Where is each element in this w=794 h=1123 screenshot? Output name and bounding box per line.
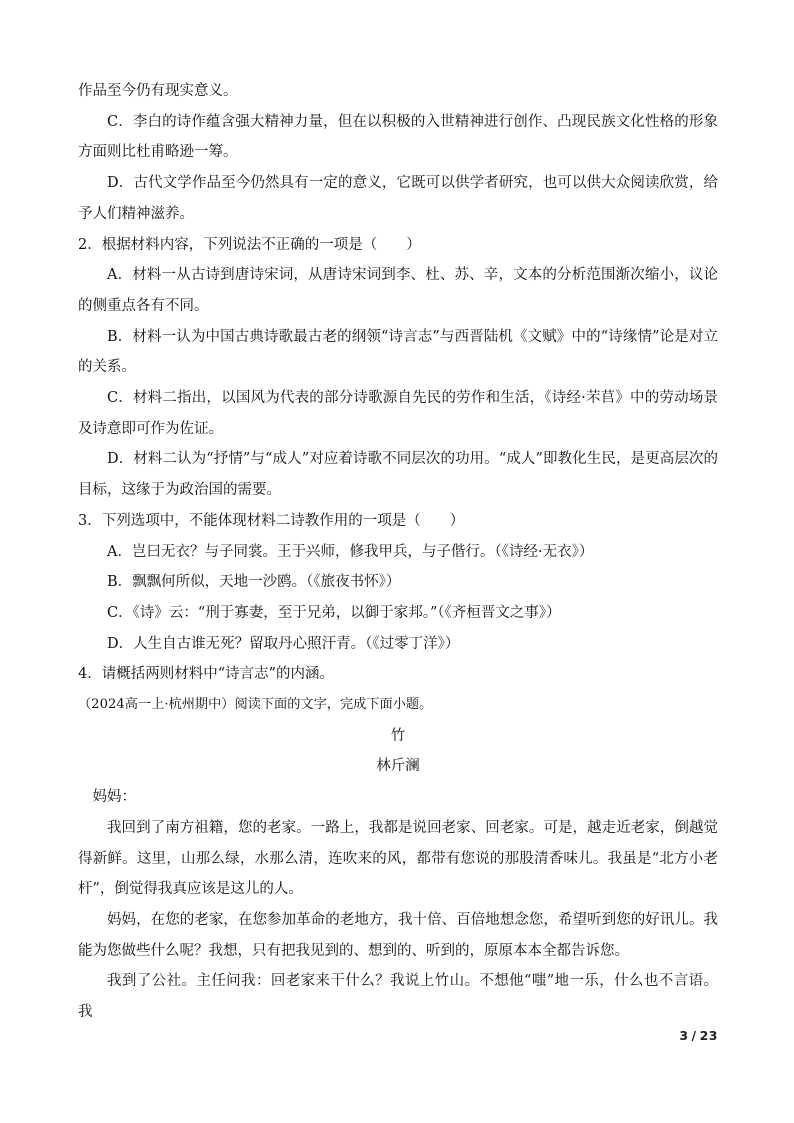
question-2: 2．根据材料内容，下列说法不正确的一项是（ ）	[78, 236, 421, 253]
option-3c: C．《诗》云：“刑于寡妻，至于兄弟，以御于家邦。”（《齐桓晋文之事》）	[107, 604, 561, 621]
option-3b: B．飘飘何所似，天地一沙鸥。（《旅夜书怀》）	[107, 574, 401, 591]
letter-salutation: 妈妈：	[92, 789, 136, 806]
page-number	[679, 1028, 718, 1043]
article-paragraph-1: 我回到了南方祖籍，您的老家。一路上，我都是说回老家、回老家。可是，越走近老家，倒越觉得新鲜。这里，山那么绿，水那么清，连吹来的风，都带有您说的那股清香味儿。我虽是“北方小老杆”，倒觉得我真应该是这儿的人。	[78, 819, 718, 898]
page-separator: /	[691, 1028, 697, 1043]
article-paragraph-3: 我到了公社。主任问我：回老家来干什么？我说上竹山。不想他“嗤”地一乐，什么也不言语。 我	[78, 973, 718, 1021]
total-pages-number: 23	[699, 1028, 718, 1043]
paragraph-continuation: 作品至今仍有现实意义。	[78, 83, 238, 99]
page-body	[78, 76, 718, 1028]
question-3: 3．下列选项中，不能体现材料二诗教作用的一项是（ ）	[78, 512, 465, 529]
question-4: 4．请概括两则材料中“诗言志”的内涵。	[78, 666, 335, 683]
article-paragraph-2: 妈妈，在您的老家，在您参加革命的老地方，我十倍、百倍地想念您，希望听到您的好讯儿。我能为您做些什么呢？我想，只有把我见到的、想到的、听到的，原原本本全都告诉您。	[78, 911, 718, 959]
option-2a: A．材料一从古诗到唐诗宋词，从唐诗宋词到李、杜、苏、辛，文本的分析范围渐次缩小，议论的侧重点各有不同。	[78, 267, 718, 314]
option-1d: D．古代文学作品至今仍然具有一定的意义，它既可以供学者研究，也可以供大众阅读欣赏，给予人们精神滋养。	[78, 175, 718, 222]
option-2d: D．材料二认为“抒情”与“成人”对应着诗歌不同层次的功用。“成人”即教化生民，是更高层次的目标，这缘于为政治国的需要。	[78, 451, 718, 499]
section-instruction: （2024高一上·杭州期中）阅读下面的文字，完成下面小题。	[78, 697, 433, 713]
option-1c: C．李白的诗作蕴含强大精神力量，但在以积极的入世精神进行创作、凸现民族文化性格的形象方面则比杜甫略逊一筹。	[78, 113, 718, 161]
option-2c: C．材料二指出，以国风为代表的部分诗歌源自先民的劳作和生活，《诗经·芣苢》中的劳动场景及诗意即可作为佐证。	[78, 390, 718, 437]
article-author: 林斤澜	[376, 758, 420, 775]
option-3d: D．人生自古谁无死？留取丹心照汗青。（《过零丁洋》）	[107, 635, 460, 652]
option-2b: B．材料一认为中国古典诗歌最古老的纲领“诗言志”与西晋陆机《文赋》中的“诗缘情”论是对立的关系。	[78, 328, 718, 376]
article-title: 竹	[390, 727, 406, 744]
option-3a: A．岂曰无衣？与子同裳。王于兴师，修我甲兵，与子偕行。（《诗经·无衣》）	[107, 543, 594, 560]
current-page-number: 3	[679, 1028, 689, 1043]
